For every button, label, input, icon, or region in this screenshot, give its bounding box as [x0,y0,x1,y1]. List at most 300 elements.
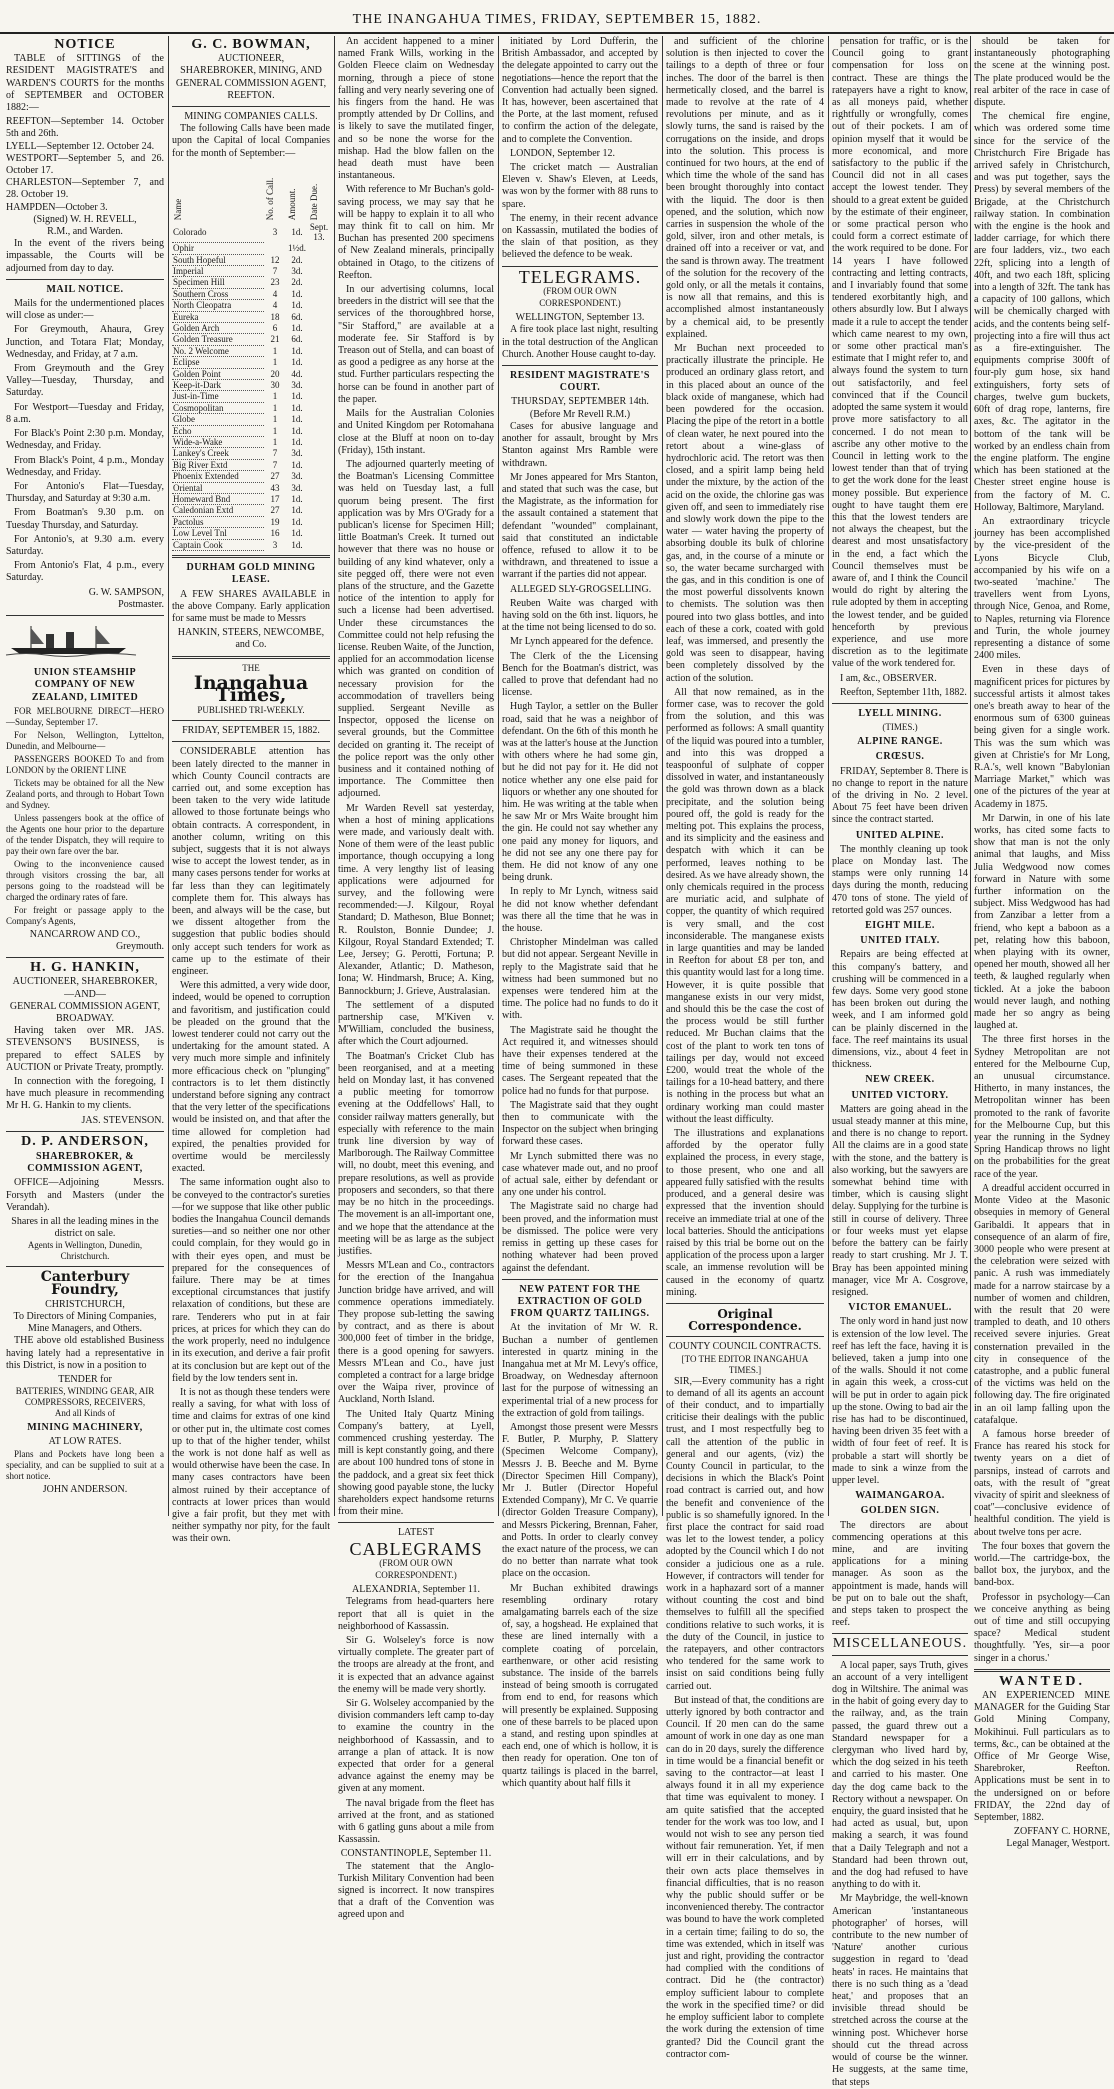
hankin-signature: JAS. STEVENSON. [81,1114,164,1126]
paragraph: For Antonio's, at 9.30 a.m. every Saturday. [6,533,164,557]
calls-column-header [286,162,308,222]
paragraph: I am, &c., OBSERVER. [840,672,937,684]
paragraph: The three first horses in the Sydney Metropolitan are not entered for the Melbourne Cup, an unusual circumstance. Hitherto, in many instances, the Metropolitan winner has been promoted to the rank of favorite for the Melbourne Cup, but this year the running in the Sydney Spring Handicap throws no light on the probabilities for the great race of the year. [974,1034,1110,1180]
anderson-agents: Agents in Wellington, Dunedin, Christchurch. [27,1240,143,1262]
wanted-signature: ZOFFANY C. HORNE, [1013,1826,1110,1838]
victor-emanuel-body: The only word in hand just now is extension of the low level. The reef has left the face, having it is believed, taken a jump into one of the walls. Should it not come in again this week, a cross-cut will be put in order to again pick up the stone. Owing to bad air the rise has had to be discontinued, having been driven 35 feet with a width of four feet of reef. It is probable a start will shortly be made to sink a winze from the upper level. [832,1316,968,1486]
durham-title: DURHAM GOLD MINING LEASE. [186,562,316,586]
foundry-note: Plans and Pockets have long been a speciality, and can be supplied to suit at a short notice. [6,1448,164,1481]
paragraph: Mails for the undermentioned places will close as under:— [6,298,164,322]
table-cell: North Cleopatra [172,300,264,311]
table-cell [264,243,286,254]
calls-header-row [172,162,330,222]
table-cell: 4 [272,300,278,311]
paragraph: The same information ought also to be conveyed to the contractor's sureties—for we suppose that like other public bodies the Inangahua Council demands sureties—and so neither one nor other could complain, for they would go in with their eyes open, and must be prepared for the consequences of failure. There may be at times exceptional circumstances that justify relaxation of conditions, but these are rare. Tenderers who put in at fair prices, at prices for which they can do the work properly, need no indulgence in its execution, and derive a fair profit at its conclusion but are kept out of the field by the low tenders sent in. [172,1177,330,1384]
paragraph: The enemy, in their recent advance on Kassassin, mutilated the bodies of the slain of that position, as they believed the defence to be weak. [502,212,658,261]
flood-note: In the event of the rivers being impassable, the Courts will be adjourned from day to day. [6,238,164,274]
eight-mile-title: EIGHT MILE. [865,920,935,932]
golden-sign-title: GOLDEN SIGN. [860,1505,940,1517]
column-5 [666,36,824,2060]
table-cell [308,277,330,288]
table-row [172,368,330,379]
table-cell: 1d. [291,528,303,539]
paragraph: An accident happened to a miner named Frank Wills, working in the Golden Fleece claim on Wednesday morning, through a piece of stone falling and very nearly severing one of his fingers from the hand. He was promptly attended by Dr Collins, and is likely to save the mutilated finger, and so be none the worse for the mishap. Had the blow fallen on the head death must have been instantaneous. [338,36,494,182]
table-cell [308,459,330,470]
column-3 [338,36,494,1921]
table-cell [308,425,330,436]
table-cell: 1d. [291,437,303,448]
column-rule [828,36,829,1516]
table-cell: Southern Cross [172,288,264,299]
table-cell: 1 [272,391,278,402]
hankin-and: —AND— [64,988,106,1000]
table-cell: 7 [272,459,278,470]
table-row [172,254,330,265]
table-cell: 20 [270,368,280,379]
paragraph: LONDON, September 12. [510,147,615,159]
misc-body: A local paper, says Truth, gives an account of a very intelligent dog in Wiltshire. The animal was in the habit of going every day to the railway, and, as the train passed, the guard threw out a Standard newspaper for a clergyman who lived hard by, which the dog seized in his teeth and carried to his master. One day the dog came back to the Rectory without a newspaper. On enquiry, the guard insisted that he had acted as usual, but, upon making a search, it was found that a Daily Telegraph and not a Standard had been thrown out, and the dog had refused to have anything to do with it. [832,1659,968,1891]
table-row [172,334,330,345]
paragraph: and sufficient of the chlorine solution is then injected to cover the tailings to a depth of three or four inches. The door of the barrel is then hermetically closed, and the barrel is made to revolve at the rate of 4 revolutions per minute, and as it slowly turns, the sand is raised by the corrugations on the inside, and drops into the solution. This process is continued for two hours, at the end of which time the whole of the sand has been brought thoroughly into contact with the liquid. The door is then opened, and the solution, which now carries in suspension the whole of the gold, silver, iron and other metals, is drained off into a receiver or vat, and the sand is thrown away. The treatment of the solution for the recovery of the gold only, or all the metals it contains, is now all that remains, and this is accomplished almost instantaneously by a chemical aid, to be presently explained. [666,36,824,340]
victor-emanuel-title: VICTOR EMANUEL. [848,1302,952,1314]
hankin-body-2: In connection with the foregoing, I have much pleasure in recommending Mr H. G. Hankin to my clients. [6,1075,164,1112]
column-rule [970,36,971,1516]
table-cell: 1d. [291,391,303,402]
hankin-body: Having taken over MR. JAS. STEVENSON'S BUSINESS, is prepared to effect SALES by AUCTION or Private Treaty, promptly. [6,1025,164,1073]
table-cell: 16 [270,528,280,539]
column-7 [974,36,1110,1850]
paragraph: For Antonio's Flat—Tuesday, Thursday, and Saturday at 9:30 a.m. [6,480,164,505]
usc-agent: NANCARROW AND CO., [29,928,141,940]
bowman-place: REEFTON. [227,89,275,101]
paragraph: Mr Warden Revell sat yesterday, when a host of mining applications were made, and variously dealt with. None of them were of the least public importance, though occupying a long time. A very lengthy list of leasing applications were adjourned for survey, and the following were recommended:—J. Kilgour, Royal Standard; D. Matheson, Blue Bonnet; R. Roulston, Bonnie Dundee; J. Kilgour, Royal Standard Extended; T. Lee, Jersey; G. Perotti, Fortuna; P. Alexander, Atlantic; D. Matheson, Iona; W. Hindmarsh, Bruce; A. King, Bannockburn; J. Grieve, Australasian. [338,802,494,997]
table-cell [308,322,330,333]
table-row [172,300,330,311]
cable-paras [338,1596,494,1846]
paragraph: Mr Darwin, in one of his late works, has cited some facts to show that man is not the only animal that laughs, and Miss Julia Wedgwood now comes forward in Nature with some further information on the subject. Miss Wedgwood has had from Zanzibar a letter from a friend, who kept a baboon as a pet, relating how this baboon, when playing with its owner, opened her mouth, showed all her teeth, & laughed regularly when tickled. At a joke the baboon would never laugh, and nothing made her so angry as being laughed at. [974,812,1110,1032]
table-cell: 1d. [291,227,303,238]
table-cell [308,414,330,425]
table-cell: 7 [272,448,278,459]
table-cell: Specimen Hill [172,277,264,288]
table-cell [308,368,330,379]
calls-table [172,162,330,551]
table-row [172,277,330,288]
table-cell: 2d. [291,254,303,265]
paragraph: Mr Buchan exhibited drawings resembling ordinary rotary amalgamating barrels each of the size of, say, a hogshead. He explained that these are lined internally with a complete coating of porcelain, earthenware, or other acid resisting substance. The inside of the barrels instead of being smooth is corrugated from end to end, for reasons which will presently be explained. Supposing one of these barrels to be placed upon a stand, and resting upon spindles at each end, one of which is hollow, it is then ready for operation. One ton of quartz tailings is placed in the barrel, which quantity about half fills it [502,1582,658,1789]
table-cell: Oriental [172,482,264,493]
table-cell: 3d. [291,471,303,482]
patent-report [502,1322,658,1790]
table-cell: Imperial [172,265,264,276]
signed-title: R.M., and Warden. [47,226,123,238]
table-cell: Homeward Bnd [172,494,264,505]
lyell-sub: (TIMES.) [882,722,918,733]
signed-label: (Signed) [33,213,68,225]
masthead-date: FRIDAY, SEPTEMBER 15, 1882. [541,12,762,27]
hankin-title: H. G. HANKIN, [30,960,140,976]
hankin-gca: GENERAL COMMISSION AGENT, [9,1000,161,1012]
table-cell [308,494,330,505]
cablegrams-sub: (FROM OUR OWN CORRESPONDENT.) [375,1557,457,1580]
wanted-signature-2: Legal Manager, Westport. [1006,1838,1110,1850]
table-cell: 6d. [291,334,303,345]
bowman-title: G. C. BOWMAN, [191,37,311,52]
table-cell: 21 [270,334,280,345]
table-cell [308,539,330,550]
table-cell: 1 [272,425,278,436]
table-cell: Wide-a-Wake [172,437,264,448]
table-cell [308,288,330,299]
list-item: WESTPORT—September 5, and 26. October 17. [6,152,164,177]
paragraph: Mr Lynch appeared for the defence. [510,636,654,648]
table-row [172,322,330,333]
correspondence-to: [TO THE EDITOR INANGAHUA TIMES.] [681,1353,809,1375]
foundry-body: THE above old established Business having lately had a representative in this District, is now in a position to [6,1335,164,1371]
table-cell: Eclipse [172,357,264,368]
table-cell: 43 [270,482,280,493]
table-cell: Lankey's Creek [172,448,264,459]
table-cell: 4 [272,288,278,299]
table-row [172,357,330,368]
paragraph: A famous horse breeder of France has reared his stock for twenty years on a diet of parsnips, instead of carrots and oats, with the result of "great vivacity of spirit and sleekness of coat"—conclusive evidence of healthful condition. The yield is about twelve tons per acre. [974,1428,1110,1538]
notice-title: NOTICE [54,37,116,52]
table-cell [308,311,330,322]
table-row [172,448,330,459]
steamship-illustration [6,624,136,656]
table-cell: 3d. [291,380,303,391]
union-steamship-body [6,706,164,927]
bowman-auctioneer: AUCTIONEER, [217,53,285,65]
paragraph: Unless passengers book at the office of the Agents one hour prior to the departure of the tender Dispatch, they will require to pay their own fare over the bar. [6,812,164,856]
paragraph: From Boatman's 9.30 p.m. on Tuesday Thursday, and Saturday. [6,507,164,531]
foundry-tender: TENDER for [58,1374,112,1386]
paragraph: With reference to Mr Buchan's gold-saving process, we may say that he will be happy to explain it to all who may think fit to call on him. Mr Buchan has presented 200 specimens of New Zealand minerals, principally obtained in Otago, to the citizens of Reefton. [338,184,494,281]
paragraph: The Clerk of the the Licensing Bench for the Boatman's district, was called to prove that defendant had no license. [502,650,658,699]
court-report [502,421,658,1275]
paragraph: Hugh Taylor, a settler on the Buller road, said that he was a neighbor of defendant. On the 6th of this month he was at the latter's house at the Junction with others where he had some gin, but he did not pay for it. He did not notice whether any one else paid for liquors or whether any one shouted for him. He was writing at the table when he saw Mr or Mrs Waite brought him the gin. He could not say whether any one paid any money for liquors, and he did not see any one there pay for them. He did not know of any one being drunk. [502,701,658,884]
table-row [172,391,330,402]
paragraph: The Magistrate said he thought the Act required it, and witnesses should have their expenses tendered at the time of being summoned in these cases. The Sergeant repeated that the police had no funds for that purpose. [502,1024,658,1097]
table-row [172,243,330,254]
foundry-items: BATTERIES, WINDING GEAR, AIR COMPRESSORS, RECEIVERS, [15,1386,155,1408]
table-cell: 1d. [291,414,303,425]
correspondence-title: Original Correspondence. [688,1306,802,1334]
divider [974,1669,1110,1672]
table-row [172,471,330,482]
table-cell: 1d. [291,288,303,299]
paragraph: Mr Buchan next proceeded to practically illustrate the principle. He produced an ordinary glass retort, and in this placed about an ounce of the black oxide of manganese, which had been powdered for the occasion. Placing the pipe of the retort in a bottle of clean water, he next poured into the retort about a wine-glass of hydrochloric acid. The retort was then closed, and a spirit lamp being held under the mixture, by the action of the acid on the oxide, the chlorine gas was given off, and seen to immediately rise and slowly work down the pipe to the water — water having the property of absorbing double its bulk of chlorine gas, and, in the course of a minute or so, the water became surcharged with the gas, and in this condition is one of the most powerful dissolvents known to chemists. The solution was then poured into two glass bottles, and into each of these a cork, coated with gold leaf, was immersed, and presently the gold was seen to disappear, having been completely dissolved by the action of the solution. [666,343,824,684]
calls-column-header [308,162,330,222]
table-cell: Captain Cook [172,539,264,550]
telegrams-place: WELLINGTON, September 13. [515,312,645,324]
leader-article [172,746,330,1545]
foundry-all: And all Kinds of [54,1408,116,1419]
table-row [172,494,330,505]
paragraph: pensation for traffic, or is the Council going to grant compensation for loss on contract. These are things the ratepayers have a right to know, as all moneys paid, whether rightfully or wrongfully, comes out of their pockets. I am of opinion myself that it would be more economical, and more satisfactory to the public if the Council did not in all cases accept the lowest tender. They should to a great extent be guided by the estimate of their engineer, or some practical person who could form a correct estimate of the work required to be done. For 14 years I have followed contracting and letting contracts, and I invariably found that some tendered exorbitantly high, and others absurdly low. But I always made it a rule to accept the tender which came nearest to my own, or some other practical man's estimate that I might refer to, and always found the system to turn out satisfactorily, and feel convinced that if the Council adopted the same system it would prove more satisfactory to all concerned. I do not mean to ascribe any other motive to the Council in letting work to the lowest tender than that of trying to get the work done for the least money possible. But experience ought to have taught them ere this that the lowest tenders are not always the cheapest, but the dearest and most unsatisfactory in the end, a fact which the Council themselves must be aware of, and I think the Council would do right by altering the rule adopted by them in accepting the lowest tender, and be guided henceforth by previous experience, and use more discretion as to the legitimate value of the work tendered for. [832,36,968,670]
table-cell [308,254,330,265]
divider [502,1279,658,1280]
paragraph: The illustrations and explanations afforded by the operator fully explained the process, in every stage, to those present, who one and all appeared fully satisfied with the results produced, and a general desire was expressed that the invention should receive an immediate trial at one of the local batteries. Should the anticipations raised by this trial be borne out on the application of the process upon a larger scale, an immense revolution will be caused in the economy of quartz mining. [666,1128,824,1298]
durham-body: A FEW SHARES AVAILABLE in the above Company. Early application for same must be made to Messrs [172,588,330,624]
table-cell: 1d. [291,505,303,516]
table-cell: 3d. [291,265,303,276]
divider [832,703,968,704]
correspondence-letter [666,1376,824,2061]
paragraph: SIR,—Every community has a right to demand of all its agents an account of their conduct, and to impartially criticise their dealings with the public trust, and I most respectfully beg to call the attention of the public in general and our agents, (viz) the County Council in particular, to the decisions in which the Black's Point road contract is carried out, and how the benefit and convenience of the public is so shamefully ignored. In the first place the contract for said road was let to the lowest tender, a policy adopted by the Council which I do not consider a judicious one as a rule. However, if contractors will tender for work in a haphazard sort of a manner without counting the cost and bind themselves to fulfill all the specified conditions relative to such works, it is the duty of the Council, in justice to the ratepayers, and other contractors who tendered for the same work to insist on said conditions being fully carried out. [666,1375,824,1692]
column-4 [502,36,658,1789]
column-rule [168,36,169,1516]
foundry-title: Canterbury Foundry, [40,1269,130,1298]
calls-header-label: Amount. [286,188,297,221]
paragraph: ALLEGED SLY-GROGSELLING. [510,583,652,595]
united-alpine-title: UNITED ALPINE. [855,829,945,841]
divider [172,555,330,558]
wanted-body: AN EXPERIENCED MINE MANAGER for the Guiding Star Gold Mining Company, Mokihinui. Full particulars as to terms, &c., can be obtained at the Office of Mr George Wise, Sharebroker, Reefton. Applications must be sent in to the undersigned on or before FRIDAY, the 22nd day of September, 1882. [974,1690,1110,1824]
paragraph: Mails for the Australian Colonies and United Kingdom per Rotomahana close at the Bluff at noon on to-day (Friday), 15th instant. [338,408,494,456]
table-cell: 17 [270,494,280,505]
table-cell: Keep-it-Dark [172,380,264,391]
paragraph: For Black's Point 2:30 p.m. Monday, Wednesday, and Friday. [6,428,164,452]
list-item: REEFTON—September 14. October 5th and 26th. [6,116,164,140]
paragraph: FOR MELBOURNE DIRECT—HERO—Sunday, September 17. [6,705,164,727]
table-cell: 4d. [291,368,303,379]
paragraph: Professor in psychology—Can we conceive anything as being out of time and still occupying space? Medical student thoughtfully. 'Yes, sir—a poor singer in a chorus.' [974,1591,1110,1664]
cable-last: The statement that the Anglo-Turkish Military Convention had been signed is incorrect. It now transpires that a draft of the Convention was agreed upon and [338,1860,494,1921]
paragraph: A dreadful accident occurred in Monte Video at the Masonic obsequies in memory of General Garibaldi. It appears that in consequence of an alarm of fire, 3000 people who were present at the celebration were seized with panic. A rush was immediately made for a narrow staircase by a number of women and children, with the result that 20 were trampled to death, and 10 others received severe injuries. Great consternation prevailed in the city in consequence of the catastrophe, and a public funeral of the victims was held on the following day. The fire originated in an oil lamp falling upon the catafalque. [974,1182,1110,1426]
paragraph: The four boxes that govern the world.—The cartridge-box, the ballot box, the jurybox, and the band-box. [974,1540,1110,1589]
list-item: LYELL—September 12. October 24. [6,140,155,152]
anderson-body: Shares in all the leading mines in the district on sale. [11,1216,159,1240]
table-row [172,516,330,527]
table-cell: 19 [270,516,280,527]
table-cell: Golden Arch [172,322,264,333]
calls-intro: The following Calls have been made upon the Capital of local Companies for the month of September:— [172,123,330,159]
table-cell [308,448,330,459]
list-item: CHARLESTON—September 7, and 28. October 19. [6,177,164,201]
paragraph: The cricket match — Australian Eleven v. Shaw's Eleven, at Leeds, was won by the former with 88 runs to spare. [502,162,658,210]
foundry-place: CHRISTCHURCH, [45,1298,125,1310]
paragraph: should be taken for instantaneously photographing the scene at the winning post. The plate produced would be the real arbiter of the race in case of dispute. [974,36,1110,109]
paragraph: Sir G. Wolseley's force is now virtually complete. The greater part of the troops are already at the front, and it is expected that an advance against the enemy will be made very shortly. [338,1635,494,1695]
table-row [172,222,330,243]
paragraph: Mr Lynch submitted there was no case whatever made out, and no proof of actual sale, either by defendant or any one under his control. [502,1150,658,1199]
lyell-title: LYELL MINING. [858,707,942,719]
miscellaneous-title: MISCELLANEOUS. [832,1636,968,1652]
table-cell: 1 [272,437,278,448]
divider [666,1336,824,1337]
table-cell: Globe [172,414,264,425]
calls-header-label: No. of Call. [264,178,275,221]
table-cell: 27 [270,471,280,482]
table-cell: 1½d. [288,243,306,254]
masthead-paper: THE INANGAHUA TIMES, [352,12,537,27]
foundry-to: To Directors of Mining Companies, Mine Managers, and Others. [13,1311,157,1335]
table-cell [308,471,330,482]
table-cell [308,402,330,413]
telegrams-body: A fire took place last night, resulting in the total destruction of the Anglican Church. Another House caught to-day. [502,324,658,360]
united-victory-title: UNITED VICTORY. [851,1089,949,1101]
table-cell: 12 [270,254,280,265]
table-row [172,345,330,356]
paragraph: The settlement of a disputed partnership case, M'Kiven v. M'William, concluded the business, after which the Court adjourned. [338,999,494,1048]
column-rule [662,36,663,1516]
paragraph: An extraordinary tricycle journey has been accomplished by the vice-president of the Lyons Bicycle Club, accompanied by his wife on a two-seated 'machine.' The travellers went from Lyons, through Nice, Genoa, and Rome, to Naples, returning via Florence and Turin, the whole journey representing a distance of some 2400 miles. [974,515,1110,662]
telegrams-title: TELEGRAMS. [518,266,642,287]
table-cell [308,391,330,402]
table-cell: 6d. [291,311,303,322]
calls-body [172,222,330,551]
table-cell: Sept. 13. [309,221,329,243]
table-cell: Pactolus [172,516,264,527]
cablegrams-title: CABLEGRAMS [349,1538,483,1559]
divider [172,741,330,742]
table-cell: 1 [272,345,278,356]
sittings-list [6,116,164,214]
column-rule [498,36,499,1516]
paragraph: The naval brigade from the fleet has arrived at the front, and as stationed with 6 gatling guns about a mile from Kassassin. [338,1797,494,1846]
table-cell: 30 [270,380,280,391]
column-6 [832,36,968,2088]
column-2 [172,36,330,1545]
paragraph: For Greymouth, Ahaura, Grey Junction, and Totara Flat; Monday, Wednesday, and Friday, at 7 a.m. [6,324,164,360]
cable-place: ALEXANDRIA, September 11. [352,1584,480,1596]
flag-date: FRIDAY, SEPTEMBER 15, 1882. [182,725,320,737]
paragraph: CONSIDERABLE attention has been lately directed to the manner in which County Council contracts are carried out, and some exception has been taken to the very wide latitude allowed to those fortunate beings who obtain contracts. A correspondent, in another column, writing on this subject, suggests that it is not always wise to accept the lowest tender, as in many cases persons tender for works at far less than they can legitimately complete them for. This always has been, and always will be the case, but we dissent altogether from the suggestion that public bodies should only accept such tenders for work as came up to the estimate of their engineer. [172,746,330,977]
table-cell [308,380,330,391]
table-cell: 1 [272,357,278,368]
table-cell [308,437,330,448]
divider [6,957,164,958]
patent-continued [666,36,824,1299]
paragraph: Owing to the inconvenience caused through visitors crossing the bar, all persons going to the roadstead will be charged the ordinary rates of fare. [6,858,164,902]
flag-sub: PUBLISHED TRI-WEEKLY. [197,704,305,715]
table-cell: 1d. [291,357,303,368]
local-news [338,36,494,1518]
table-cell: 2d. [291,277,303,288]
wanted-title: WANTED. [999,1673,1085,1689]
cable-latest: LATEST [397,1527,435,1539]
table-cell: Low Level Tnl [172,528,264,539]
table-cell: 1d. [291,345,303,356]
table-cell: 1 [272,402,278,413]
misc-body-2: Mr Maybridge, the well-known American 'instantaneous photographer' of horses, will contribute to the new number of 'Nature' another curious suggestion in regard to 'dead heats' in races. He maintains that there is no such thing as a 'dead heat,' and proposes that an invisible thread should be stretched across the course at the winning post. Whichever horse should cut the thread across would of course be the winner. He suggests, at the same time, that steps [832,1893,968,2088]
paragraph: Telegrams from head-quarters here report that all is quiet in the neighborhood of Kassassin. [338,1596,494,1632]
usc-agent-place: Greymouth. [115,940,164,952]
cable-continued [502,36,658,262]
paragraph: Mr Jones appeared for Mrs Stanton, and stated that such was the case, but the Magistrate, as the information for the assault contained a statement that defendant "wounded" complainant, said that constituted an indictable offence, refused to allow it to be withdrawn, and threatened to issue a warrant if the parties did not appear. [502,471,658,581]
table-cell [308,300,330,311]
table-cell: 18 [270,311,280,322]
divider [832,1633,968,1634]
court-before: (Before Mr Revell R.M.) [529,408,631,420]
divider [6,279,164,280]
paragraph: From Black's Point, 4 p.m., Monday Wednesday, and Friday. [6,454,164,478]
divider [172,106,330,107]
divider [172,656,330,659]
united-italy-body: Repairs are being effected at this company's battery, and crushing will be commenced in a few days. Some very good stone has been broken out during the week, and I am informed gold can be plainly discerned in the face. The reef maintains its usual dimensions, viz., about 4 feet in thickness. [832,949,968,1071]
table-cell: 1d. [291,425,303,436]
table-row [172,505,330,516]
paragraph: The Magistrate said that they ought then to communicate with the Inspector on the subject when bringing forward these cases. [502,1099,658,1148]
paragraph: It is not as though these tenders were really a saving, for what with loss of time and claims for extras of one kind or other put in, the ultimate cost comes up to that of the higher tender, whilst the work is not done half as well as would otherwise have been the case. In many cases contractors have been almost ruined by their acceptance of contracts at lower prices than would give a fair profit, but they met with neither sympathy nor pity, for the fault was their own. [172,1386,330,1545]
paragraph: Reuben Waite was charged with having sold on the 6th inst. liquors, he at the time not being licensed to do so. [502,597,658,634]
column-rule [334,36,335,1516]
table-row [172,311,330,322]
telegrams-sub: (FROM OUR OWN CORRESPONDENT.) [539,285,621,309]
paragraph: For freight or passage apply to the Company's Agents, [6,904,164,926]
column-1 [6,36,164,1518]
croesus-body: FRIDAY, September 8. There is no change to report in the nature of the driving in No. 2 level. About 75 feet have been driven since the contract started. [832,765,968,826]
table-cell: 3 [272,227,278,238]
foundry-rates: AT LOW RATES. [48,1436,122,1448]
paragraph: All that now remained, as in the former case, was to recover the gold from the solution, and this was performed as follows: A small quantity of the liquid was poured into a tumbler, and into this was dropped a teaspoonful of sulphate of copper dissolved in water, and instantaneously the gold was thrown down as a black precipitate, and the solution being poured off, the gold is ready for the melting pot. This explains the process, and its simplicity and the easiness and despatch with which it can be performed, leaves nothing to be desired. As we have already shown, the only chemicals required in the process are muriatic acid, and sulphate of copper, the quantity of which required is very small, and the cost inconsiderable. The manganese exists in large quantities and may be landed in Reefton for about £8 per ton, and this quantity would last for a long time. However, it is quite possible that manganese exists in our very midst, and should this be the case the cost of the process would be still further reduced. Mr Buchan claims that the cost of the plant to work ten tons of tailings per day, would not exceed £200, would treat the whole of the tailings for a 10-head battery, and there is nothing in the process but what an ordinary working man could master without the least difficulty. [666,686,824,1125]
paragraph: PASSENGERS BOOKED To and from LONDON by the ORIENT LINE [6,753,164,775]
divider [666,1303,824,1304]
paragraph: From Antonio's Flat, 4 p.m., every Saturday. [6,560,164,584]
flag-the: THE [242,662,260,673]
table-cell: Ophir [172,243,264,254]
table-cell: No. 2 Welcome [172,345,264,356]
durham-agents: HANKIN, STEERS, NEWCOMBE, and Co. [177,627,325,651]
table-cell: 1d. [291,402,303,413]
new-creek-title: NEW CREEK. [865,1074,935,1086]
divider [172,720,330,721]
calls-column-header [172,162,264,222]
table-cell [308,243,330,254]
croesus-title: CRŒSUS. [875,751,925,763]
paragraph: For Westport—Tuesday and Friday, 8 a.m. [6,401,164,425]
divider [832,1655,968,1656]
paragraph: Cases for abusive language and another for assault, brought by Mrs Stanton against Mrs Ramble were withdrawn. [502,420,658,469]
table-cell: 7 [272,265,278,276]
patent-title: NEW PATENT FOR THE EXTRACTION OF GOLD FROM QUARTZ TAILINGS. [510,1283,650,1320]
mail-signed-title: Postmaster. [118,598,164,610]
table-cell: Colorado [172,222,264,243]
letter-continued [832,36,968,699]
divider [338,1522,494,1523]
table-cell: 1d. [291,322,303,333]
table-row [172,482,330,493]
table-cell: 1d. [291,516,303,527]
mail-signed: G. W. SAMPSON, [88,586,164,598]
table-cell: Phoenix Extended [172,471,264,482]
table-cell: 3d. [291,482,303,493]
table-cell: Big River Extd [172,459,264,470]
divider [6,1131,164,1132]
table-row [172,414,330,425]
cable-place-2: CONSTANTINOPLE, September 11. [340,1848,492,1860]
mail-notice-title: MAIL NOTICE. [46,283,124,295]
waimangaroa-title: WAIMANGAROA. [855,1490,945,1502]
table-cell [308,334,330,345]
divider [6,1266,164,1267]
paragraph: The Magistrate said no charge had been proved, and the information must be dismissed. The police were very remiss in getting up these cases for nothing whatever had been proved against the defendant. [502,1201,658,1274]
hankin-address: BROADWAY. [55,1012,115,1024]
correspondence-sub: COUNTY COUNCIL CONTRACTS. [668,1341,822,1353]
list-item: HAMPDEN—October 3. [6,201,108,213]
table-row [172,380,330,391]
paragraph: Sir G. Wolseley accompanied by the division commanders left camp to-day to examine the country in the neighborhood of Kassassin, and to arrange a plan of attack. It is now expected that order for a general advance against the enemy may be given at any moment. [338,1698,494,1795]
table-cell: 27 [270,505,280,516]
table-cell [308,482,330,493]
paragraph: Christopher Mindelman was called but did not appear. Sergeant Neville in reply to the Magistrate said that he witness had been summoned but no expenses were tendered him at the time. The police had no funds to do it with. [502,937,658,1022]
divider [6,615,164,616]
anderson-office: OFFICE—Adjoining Messrs. Forsyth and Masters (under the Verandah). [6,1177,164,1213]
bowman-sub: SHAREBROKER, MINING, AND GENERAL COMMISSION AGENT, [175,65,327,89]
table-cell: 1d. [291,459,303,470]
table-row [172,402,330,413]
